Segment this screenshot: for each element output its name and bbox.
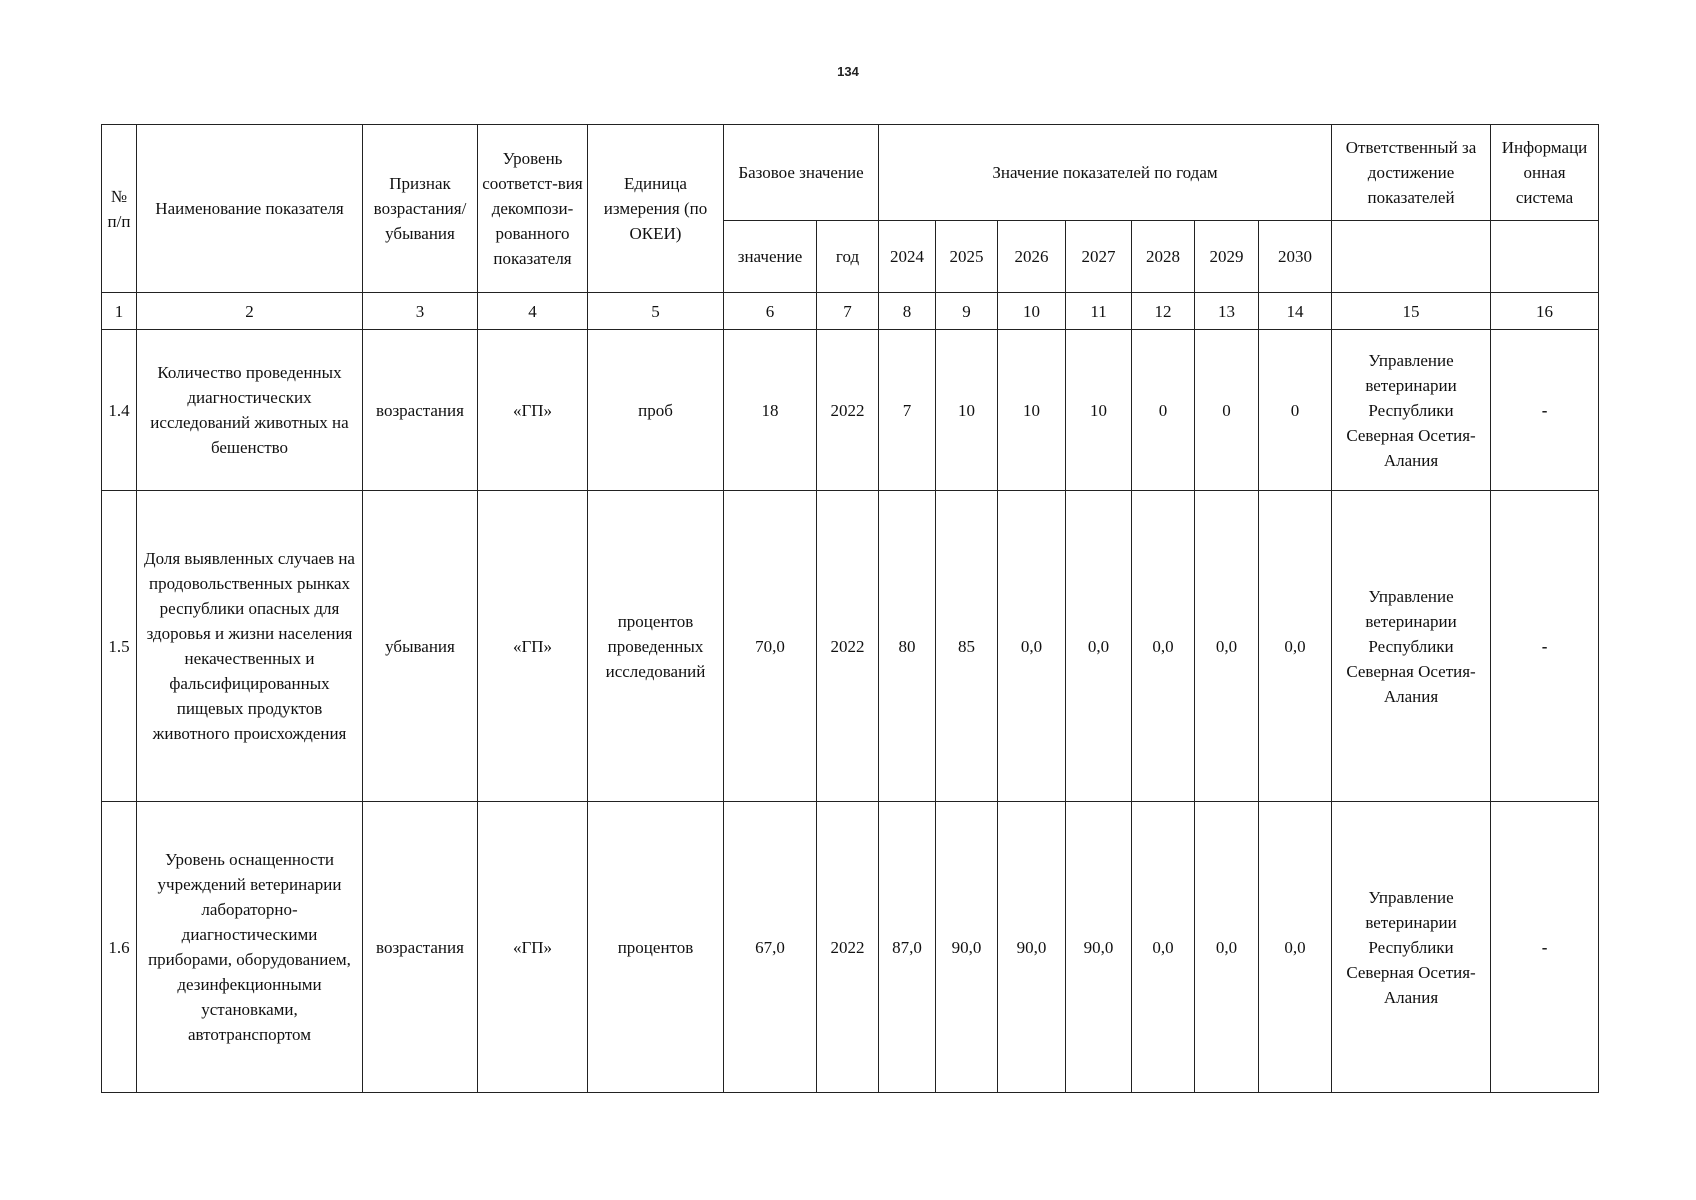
- row-value-2025: 90,0: [936, 802, 998, 1093]
- column-number: 2: [137, 293, 363, 330]
- table-row: [102, 330, 1599, 491]
- column-number: 4: [478, 293, 588, 330]
- header-num: № п/п: [102, 125, 137, 293]
- header-base-year: год: [817, 221, 879, 293]
- row-unit: процентов проведенных исследований: [588, 491, 724, 802]
- row-value-2028: 0,0: [1132, 491, 1195, 802]
- row-value-2030: 0,0: [1259, 802, 1332, 1093]
- header-name: Наименование показателя: [137, 125, 363, 293]
- row-value-2025: 85: [936, 491, 998, 802]
- row-value-2026: 90,0: [998, 802, 1066, 1093]
- row-num: 1.5: [102, 491, 137, 802]
- row-responsible: Управление ветеринарии Республики Северная Осетия-Алания: [1332, 802, 1491, 1093]
- row-value-2029: 0: [1195, 330, 1259, 491]
- row-unit: проб: [588, 330, 724, 491]
- header-year: 2030: [1259, 221, 1332, 293]
- header-info-system: Информаци онная система: [1491, 125, 1599, 221]
- header-year: 2027: [1066, 221, 1132, 293]
- row-value-2024: 7: [879, 330, 936, 491]
- indicators-table: [101, 124, 1599, 1093]
- column-number: 11: [1066, 293, 1132, 330]
- row-value-2024: 87,0: [879, 802, 936, 1093]
- row-info-system: -: [1491, 802, 1599, 1093]
- row-value-2027: 90,0: [1066, 802, 1132, 1093]
- row-value-2029: 0,0: [1195, 802, 1259, 1093]
- column-number: 16: [1491, 293, 1599, 330]
- header-base: Базовое значение: [724, 125, 879, 221]
- row-value-2029: 0,0: [1195, 491, 1259, 802]
- row-unit: процентов: [588, 802, 724, 1093]
- row-responsible: Управление ветеринарии Республики Северная Осетия-Алания: [1332, 491, 1491, 802]
- row-value-2028: 0: [1132, 330, 1195, 491]
- row-base-value: 18: [724, 330, 817, 491]
- row-value-2027: 10: [1066, 330, 1132, 491]
- column-number: 6: [724, 293, 817, 330]
- header-base-value: значение: [724, 221, 817, 293]
- header-unit: Единица измерения (по ОКЕИ): [588, 125, 724, 293]
- row-value-2030: 0,0: [1259, 491, 1332, 802]
- header-responsible-empty: [1332, 221, 1491, 293]
- table-row: [102, 802, 1599, 1093]
- header-sign: Признак возрастания/ убывания: [363, 125, 478, 293]
- column-number: 5: [588, 293, 724, 330]
- row-value-2025: 10: [936, 330, 998, 491]
- row-level: «ГП»: [478, 491, 588, 802]
- row-value-2027: 0,0: [1066, 491, 1132, 802]
- column-number: 10: [998, 293, 1066, 330]
- row-base-value: 70,0: [724, 491, 817, 802]
- row-base-year: 2022: [817, 802, 879, 1093]
- row-name: Уровень оснащенности учреждений ветеринарии лабораторно-диагностическими приборами, оборудованием, дезинфекционными установками, автотранспортом: [137, 802, 363, 1093]
- header-year: 2029: [1195, 221, 1259, 293]
- header-info-system-empty: [1491, 221, 1599, 293]
- column-number: 3: [363, 293, 478, 330]
- column-number: 12: [1132, 293, 1195, 330]
- page-number: 134: [837, 64, 859, 79]
- row-info-system: -: [1491, 330, 1599, 491]
- row-value-2030: 0: [1259, 330, 1332, 491]
- column-number: 15: [1332, 293, 1491, 330]
- header-level: Уровень соответст-вия декомпози-рованного показателя: [478, 125, 588, 293]
- header-year: 2028: [1132, 221, 1195, 293]
- header-values-by-year: Значение показателей по годам: [879, 125, 1332, 221]
- row-name: Количество проведенных диагностических исследований животных на бешенство: [137, 330, 363, 491]
- column-number: 7: [817, 293, 879, 330]
- row-value-2028: 0,0: [1132, 802, 1195, 1093]
- header-year: 2024: [879, 221, 936, 293]
- column-number: 8: [879, 293, 936, 330]
- row-base-value: 67,0: [724, 802, 817, 1093]
- row-base-year: 2022: [817, 491, 879, 802]
- row-value-2024: 80: [879, 491, 936, 802]
- row-num: 1.4: [102, 330, 137, 491]
- row-sign: возрастания: [363, 330, 478, 491]
- row-base-year: 2022: [817, 330, 879, 491]
- column-number: 9: [936, 293, 998, 330]
- header-year: 2025: [936, 221, 998, 293]
- column-number-row: [102, 293, 1599, 330]
- row-num: 1.6: [102, 802, 137, 1093]
- header-row-1: [102, 125, 1599, 221]
- table-row: [102, 491, 1599, 802]
- header-year: 2026: [998, 221, 1066, 293]
- row-value-2026: 0,0: [998, 491, 1066, 802]
- row-name: Доля выявленных случаев на продовольственных рынках республики опасных для здоровья и жизни населения некачественных и фальсифицированных пищевых продуктов животного происхождения: [137, 491, 363, 802]
- column-number: 1: [102, 293, 137, 330]
- row-info-system: -: [1491, 491, 1599, 802]
- row-sign: убывания: [363, 491, 478, 802]
- column-number: 13: [1195, 293, 1259, 330]
- row-value-2026: 10: [998, 330, 1066, 491]
- header-responsible: Ответственный за достижение показателей: [1332, 125, 1491, 221]
- row-responsible: Управление ветеринарии Республики Северная Осетия-Алания: [1332, 330, 1491, 491]
- row-level: «ГП»: [478, 802, 588, 1093]
- row-sign: возрастания: [363, 802, 478, 1093]
- row-level: «ГП»: [478, 330, 588, 491]
- column-number: 14: [1259, 293, 1332, 330]
